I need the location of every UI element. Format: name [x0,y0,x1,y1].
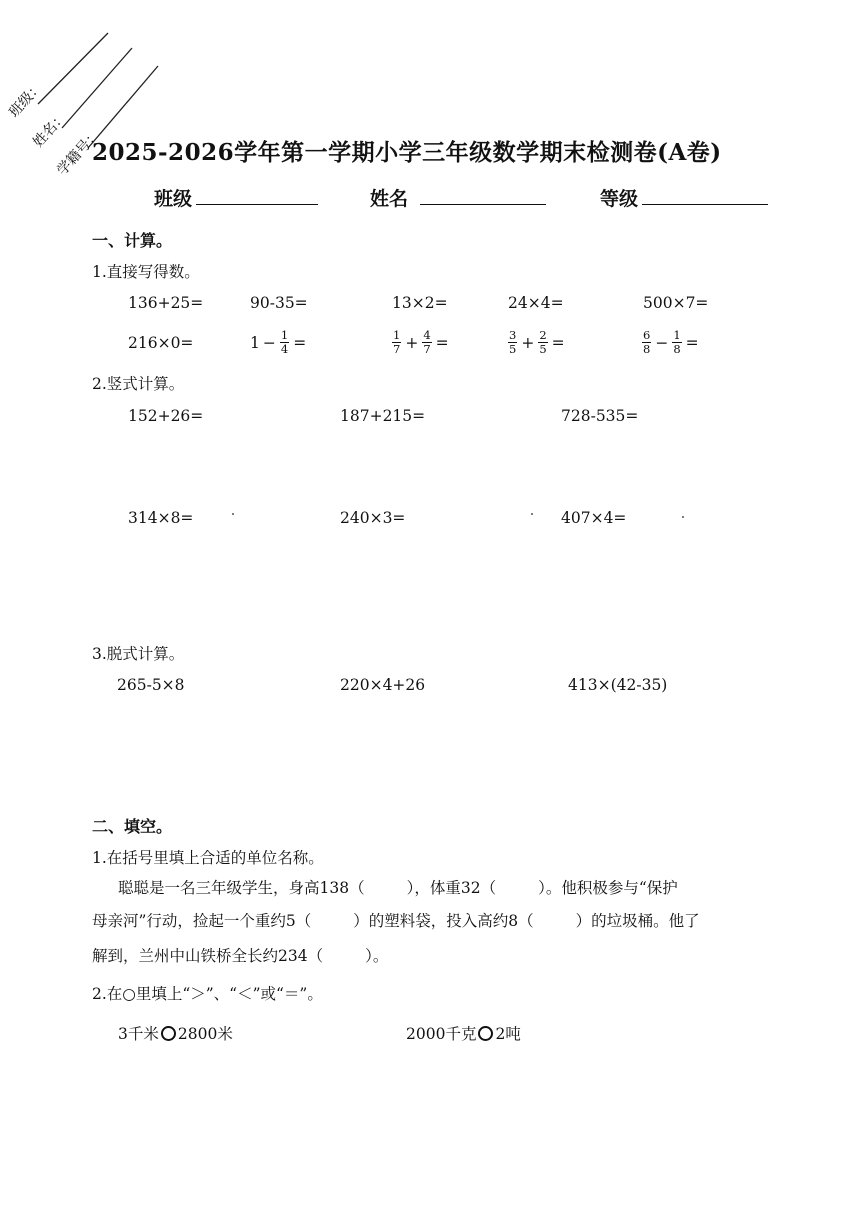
denominator: 4 [280,342,289,356]
denominator: 8 [673,342,681,356]
fraction-operator: − [655,333,669,352]
denominator: 5 [539,342,547,356]
compare-left: 3千米 [118,1025,159,1043]
q2-label: 2.竖式计算。 [92,375,185,393]
para-text: ），体重32（ [406,879,497,897]
fraction-expression [641,329,702,356]
compare-item [118,1022,233,1044]
fill-q2-label: 2.在○里填上“＞”、“＜”或“＝”。 [92,985,323,1003]
compare-circle-icon[interactable] [478,1026,493,1041]
page-title: 2025-2026学年第一学期小学三年级数学期末检测卷(A卷) [92,139,722,166]
equals-sign: = [435,333,449,352]
scan-speck [682,516,684,518]
para-text: ）。 [365,947,389,965]
numerator: 6 [643,328,651,342]
scan-speck [232,513,234,515]
margin-id-label: 学籍号： [54,126,104,179]
fraction [642,329,651,356]
vertical-calc-item: 152+26= [128,407,204,425]
denominator: 7 [393,342,401,356]
equals-sign: = [293,333,307,352]
denominator: 5 [509,342,517,356]
fraction-operator: + [521,333,535,352]
step-calc-item: 220×4+26 [340,676,426,694]
fill-paragraph-line [92,940,388,972]
vertical-calc-item: 728-535= [561,407,639,425]
denominator: 7 [423,342,431,356]
fraction-whole: 1 [250,333,260,352]
fill-paragraph-line [118,872,678,904]
compare-circle-icon[interactable] [161,1026,176,1041]
fill-q1-label: 1.在括号里填上合适的单位名称。 [92,849,324,867]
oral-calc-item: 500×7= [643,294,709,312]
scan-speck [531,513,533,515]
fraction [672,329,681,356]
fraction [422,329,431,356]
oral-calc-item: 90-35= [250,294,308,312]
fraction-expression [507,329,568,356]
para-text: 母亲河”行动，捡起一个重约5（ [92,912,312,930]
margin-name-label: 姓名： [30,108,71,151]
fraction [280,329,289,356]
class-field-label: 班级 [154,188,193,210]
fraction [508,329,517,356]
name-blank[interactable] [420,186,546,205]
fraction-operator: + [405,333,419,352]
class-blank[interactable] [196,186,318,205]
para-text: ）。他积极参与“保护 [538,879,678,897]
grade-blank[interactable] [642,186,768,205]
numerator: 1 [280,328,289,342]
q1-label: 1.直接写得数。 [92,263,200,281]
numerator: 3 [509,328,517,342]
equals-sign: = [685,333,699,352]
numerator: 1 [393,328,401,342]
numerator: 4 [423,328,431,342]
denominator: 8 [643,342,651,356]
vertical-calc-item: 407×4= [561,509,627,527]
compare-left: 2000千克 [406,1025,477,1043]
grade-field-label: 等级 [600,188,639,210]
step-calc-item: 265-5×8 [117,676,185,694]
oral-calc-item: 13×2= [392,294,448,312]
fraction [392,329,401,356]
numerator: 2 [539,328,547,342]
fill-paragraph-line [92,905,700,937]
vertical-calc-item: 314×8= [128,509,194,527]
equals-sign: = [551,333,565,352]
compare-item [406,1022,521,1044]
section2-heading: 二、填空。 [92,817,173,836]
oral-calc-item: 136+25= [128,294,204,312]
numerator: 1 [673,328,681,342]
name-field-label: 姓名 [370,188,409,210]
para-text: 解到，兰州中山铁桥全长约234（ [92,947,324,965]
section1-heading: 一、计算。 [92,231,173,250]
vertical-calc-item: 187+215= [340,407,426,425]
oral-calc-item: 24×4= [508,294,564,312]
fraction-operator: − [262,333,276,352]
grade-field [600,184,768,211]
para-text: 聪聪是一名三年级学生，身高138（ [118,879,365,897]
compare-right: 2吨 [495,1025,521,1043]
q3-label: 3.脱式计算。 [92,645,185,663]
step-calc-item: 413×(42-35) [568,676,668,694]
vertical-calc-item: 240×3= [340,509,406,527]
fraction-expression [250,329,309,356]
name-field [370,184,546,211]
fraction [538,329,547,356]
oral-calc-item: 216×0= [128,334,194,352]
class-field [154,184,318,211]
margin-class-label: 班级： [6,78,47,121]
para-text: ）的塑料袋，投入高约8（ [353,912,534,930]
para-text: ）的垃圾桶。他了 [575,912,700,930]
compare-right: 2800米 [177,1025,233,1043]
fraction-expression [391,329,452,356]
